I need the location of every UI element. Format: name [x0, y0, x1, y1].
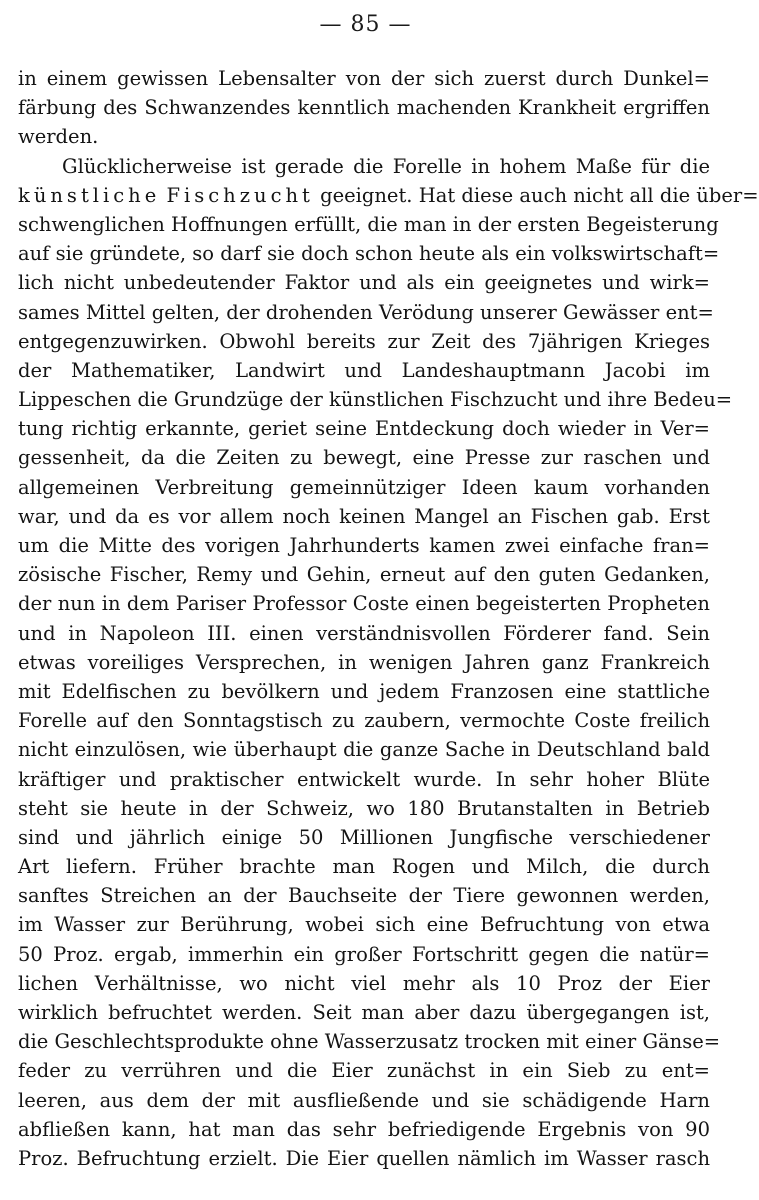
- text-line: auf sie gründete, so darf sie doch schon heute als ein volkswirtschaft=: [18, 242, 720, 266]
- text-line: steht sie heute in der Schweiz, wo 180 Brutanstalten in Betrieb: [18, 796, 710, 820]
- page-number: — 85 —: [319, 12, 412, 37]
- paragraph-2: [18, 152, 759, 1174]
- text-line: der nun in dem Pariser Professor Coste einen begeisterten Propheten: [18, 592, 710, 616]
- text-line: Forelle auf den Sonntagstisch zu zaubern, vermochte Coste freilich: [18, 709, 710, 733]
- text-line: [18, 152, 710, 181]
- text-line: nicht einzulösen, wie überhaupt die ganze Sache in Deutschland bald: [18, 738, 710, 762]
- body-text: [18, 64, 759, 1173]
- line-segment: geeignet. Hat diese auch nicht all die über=: [320, 183, 759, 207]
- text-line: zösische Fischer, Remy und Gehin, erneut auf den guten Gedanken,: [18, 563, 710, 587]
- text-line: etwas voreiliges Versprechen, in wenigen Jahren ganz Frankreich: [18, 650, 710, 674]
- text-line: in einem gewissen Lebensalter von der sich zuerst durch Dunkel=: [18, 67, 710, 90]
- text-line: um die Mitte des vorigen Jahrhunderts kamen zwei einfache fran=: [18, 534, 710, 557]
- spaced-word: künstliche: [18, 183, 161, 207]
- paragraph-1: [18, 64, 710, 152]
- text-line: Art liefern. Früher brachte man Rogen und Milch, die durch: [18, 855, 710, 879]
- text-line: abfließen kann, hat man das sehr befriedigende Ergebnis von 90: [18, 1117, 710, 1141]
- text-line: werden.: [18, 125, 99, 149]
- spaced-word: Fischzucht: [166, 183, 314, 207]
- text-line: und in Napoleon III. einen verständnisvollen Förderer fand. Sein: [18, 621, 710, 645]
- text-line: Lippeschen die Grundzüge der künstlichen Fischzucht und ihre Bedeu=: [18, 388, 733, 412]
- text-line: die Geschlechtsprodukte ohne Wasserzusatz trocken mit einer Gänse=: [18, 1030, 721, 1054]
- text-line: feder zu verrühren und die Eier zunächst in ein Sieb zu ent=: [18, 1059, 710, 1083]
- text-line: mit Edelfischen zu bevölkern und jedem Franzosen eine stattliche: [18, 679, 710, 703]
- text-line: 50 Proz. ergab, immerhin ein großer Fortschritt gegen die natür=: [18, 942, 710, 966]
- text-line: [18, 181, 759, 210]
- text-line: lich nicht unbedeutender Faktor und als ein geeignetes und wirk=: [18, 271, 710, 295]
- text-line: sanftes Streichen an der Bauchseite der Tiere gewonnen werden,: [18, 884, 710, 908]
- text-line: wirklich befruchtet werden. Seit man aber dazu übergegangen ist,: [18, 1001, 710, 1024]
- text-line: kräftiger und praktischer entwickelt wurde. In sehr hoher Blüte: [18, 767, 710, 791]
- text-line: lichen Verhältnisse, wo nicht viel mehr als 10 Proz der Eier: [18, 971, 710, 995]
- text-line: Proz. Befruchtung erzielt. Die Eier quellen nämlich im Wasser rasch: [18, 1146, 710, 1170]
- text-line: gessenheit, da die Zeiten zu bewegt, eine Presse zur raschen und: [18, 446, 710, 470]
- text-line: im Wasser zur Berührung, wobei sich eine Befruchtung von etwa: [18, 913, 710, 937]
- text-line: der Mathematiker, Landwirt und Landeshauptmann Jacobi im: [18, 358, 710, 382]
- text-line: färbung des Schwanzendes kenntlich machenden Krankheit ergriffen: [18, 96, 710, 120]
- text-line: sames Mittel gelten, der drohenden Verödung unserer Gewässer ent=: [18, 300, 714, 324]
- text-line: sind und jährlich einige 50 Millionen Jungfische verschiedener: [18, 825, 710, 849]
- text-line: war, und da es vor allem noch keinen Mangel an Fischen gab. Erst: [18, 504, 710, 528]
- line-segment: Glücklicherweise ist gerade die Forelle in hohem Maße für die: [62, 154, 710, 178]
- text-line: schwenglichen Hoffnungen erfüllt, die man in der ersten Begeisterung: [18, 212, 719, 236]
- text-line: allgemeinen Verbreitung gemeinnütziger Ideen kaum vorhanden: [18, 475, 710, 499]
- text-line: tung richtig erkannte, geriet seine Entdeckung doch wieder in Ver=: [18, 417, 710, 441]
- text-line: entgegenzuwirken. Obwohl bereits zur Zeit des 7jährigen Krieges: [18, 329, 710, 353]
- text-line: leeren, aus dem der mit ausfließende und sie schädigende Harn: [18, 1088, 710, 1112]
